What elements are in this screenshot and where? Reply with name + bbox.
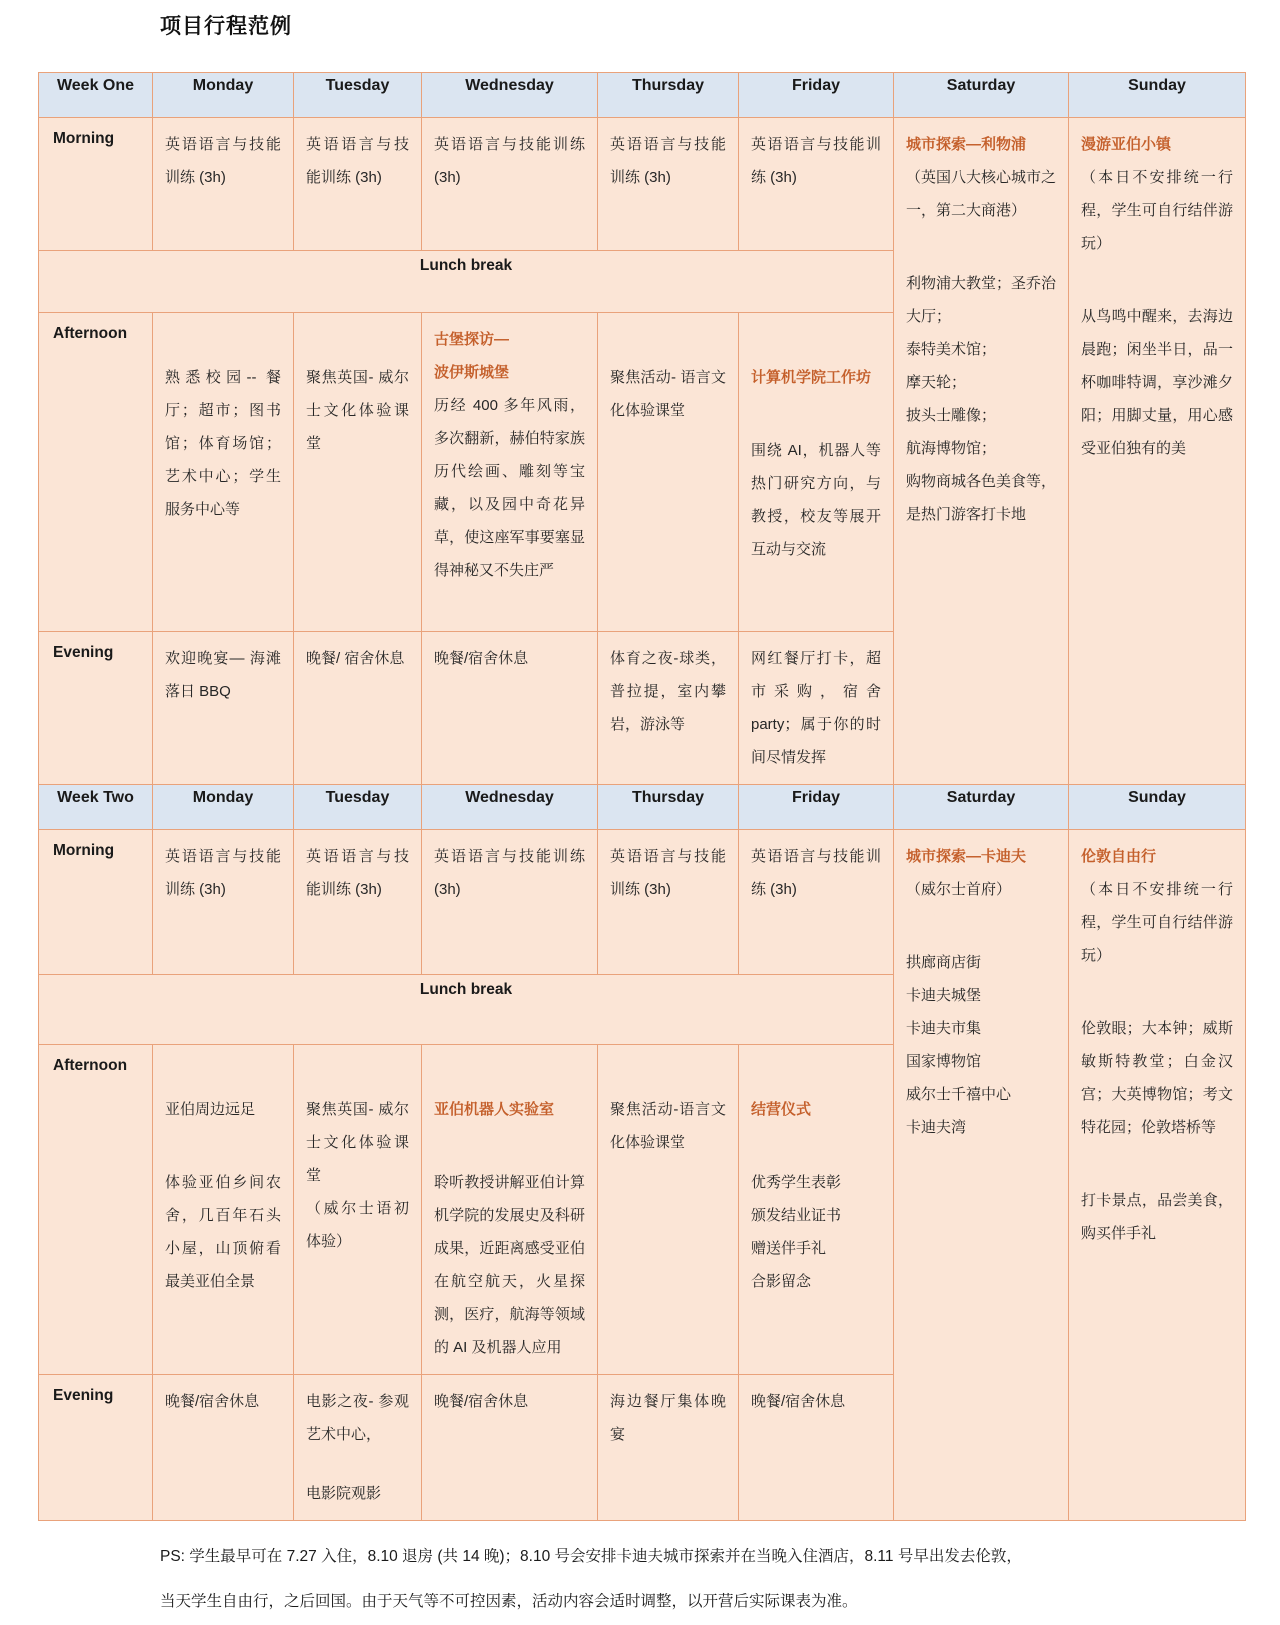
ps-note [160,1535,1232,1625]
activity-title: 伦敦自由行 [1081,848,1157,865]
day-header-saturday: Saturday [894,785,1069,830]
row-label-afternoon: Afternoon [39,1045,153,1375]
activity-body: 拱廊商店街 卡迪夫城堡 卡迪夫市集 国家博物馆 威尔士千禧中心 卡迪夫湾 [906,954,1012,1136]
cell-w1-evening-tuesday: 晚餐/ 宿舍休息 [294,632,422,785]
day-header-thursday: Thursday [598,785,739,830]
week1-label: Week One [39,73,153,118]
cell-w2-afternoon-monday [153,1045,294,1375]
cell-w1-evening-friday: 网红餐厅打卡，超市采购，宿舍 party；属于你的时间尽情发挥 [739,632,894,785]
activity-body: 从鸟鸣中醒来，去海边晨跑；闲坐半日，品一杯咖啡特调，享沙滩夕阳；用脚丈量，用心感受亚伯独有的美 [1081,308,1233,457]
cell-w1-afternoon-friday [739,313,894,632]
day-header-friday: Friday [739,73,894,118]
cell-w1-afternoon-monday: 熟悉校园-- 餐厅；超市；图书馆；体育场馆；艺术中心；学生服务中心等 [153,313,294,632]
day-header-tuesday: Tuesday [294,73,422,118]
cell-w1-morning-monday: 英语语言与技能训练 (3h) [153,118,294,251]
week1-header-row [39,73,1246,118]
cell-w2-afternoon-thursday: 聚焦活动-语言文化体验课堂 [598,1045,739,1375]
week2-morning-row [39,830,1246,975]
week1-morning-row [39,118,1246,251]
cell-w1-afternoon-thursday: 聚焦活动- 语言文化体验课堂 [598,313,739,632]
cell-w1-morning-thursday: 英语语言与技能训练 (3h) [598,118,739,251]
day-header-sunday: Sunday [1069,73,1246,118]
cell-w1-morning-wednesday: 英语语言与技能训练 (3h) [422,118,598,251]
ps-note-line1: PS: 学生最早可在 7.27 入住，8.10 退房 (共 14 晚)；8.10 号会安排卡迪夫城市探索并在当晚入住酒店，8.11 号早出发去伦敦， [160,1548,1022,1565]
cell-w1-evening-wednesday: 晚餐/宿舍休息 [422,632,598,785]
activity-title: 亚伯周边远足 [165,1101,256,1118]
day-header-saturday: Saturday [894,73,1069,118]
activity-note: （本日不安排统一行程，学生可自行结伴游玩） [1081,169,1233,252]
row-label-afternoon: Afternoon [39,313,153,632]
activity-note: （英国八大核心城市之一，第二大商港） [906,169,1057,219]
activity-body: 优秀学生表彰 颁发结业证书 赠送伴手礼 合影留念 [751,1174,842,1290]
cell-w1-saturday [894,118,1069,785]
activity-body: 历经 400 多年风雨，多次翻新，赫伯特家族历代绘画、雕刻等宝藏，以及园中奇花异草，使这座军事要塞显得神秘又不失庄严 [434,397,585,579]
cell-w2-morning-monday: 英语语言与技能训练 (3h) [153,830,294,975]
activity-title: 计算机学院工作坊 [751,369,872,386]
row-label-evening: Evening [39,1375,153,1521]
cell-w1-afternoon-wednesday [422,313,598,632]
activity-body: 聆听教授讲解亚伯计算机学院的发展史及科研成果，近距离感受亚伯在航空航天，火星探测，医疗，航海等领域的 AI 及机器人应用 [434,1174,585,1356]
cell-w2-afternoon-friday [739,1045,894,1375]
activity-title: 城市探索—卡迪夫 [906,848,1027,865]
cell-w1-morning-friday: 英语语言与技能训练 (3h) [739,118,894,251]
day-header-tuesday: Tuesday [294,785,422,830]
cell-w2-afternoon-wednesday [422,1045,598,1375]
activity-body: 伦敦眼；大本钟；威斯敏斯特教堂；白金汉宫；大英博物馆；考文特花园；伦敦塔桥等 [1081,1020,1233,1136]
activity-title: 波伊斯城堡 [434,364,510,381]
week2-header-row [39,785,1246,830]
cell-w2-morning-friday: 英语语言与技能训练 (3h) [739,830,894,975]
cell-w2-evening-friday: 晚餐/宿舍休息 [739,1375,894,1521]
activity-title: 亚伯机器人实验室 [434,1101,555,1118]
day-header-sunday: Sunday [1069,785,1246,830]
activity-body: 电影院观影 [306,1485,382,1502]
day-header-friday: Friday [739,785,894,830]
cell-w2-lunch-break: Lunch break [39,975,894,1045]
cell-w2-sunday [1069,830,1246,1521]
activity-note: （威尔士语初体验） [306,1200,409,1250]
day-header-thursday: Thursday [598,73,739,118]
cell-w2-evening-wednesday: 晚餐/宿舍休息 [422,1375,598,1521]
cell-w2-morning-wednesday: 英语语言与技能训练 (3h) [422,830,598,975]
cell-w1-sunday [1069,118,1246,785]
activity-body: 打卡景点，品尝美食，购买伴手礼 [1081,1192,1233,1242]
activity-title: 聚焦英国- 威尔士文化体验课堂 [306,1101,409,1184]
day-header-monday: Monday [153,785,294,830]
cell-w1-morning-tuesday: 英语语言与技能训练 (3h) [294,118,422,251]
activity-title: 结营仪式 [751,1101,812,1118]
cell-w1-lunch-break: Lunch break [39,251,894,313]
activity-body: 体验亚伯乡间农舍，几百年石头小屋，山顶俯看最美亚伯全景 [165,1174,281,1290]
row-label-morning: Morning [39,830,153,975]
cell-w2-evening-tuesday [294,1375,422,1521]
activity-body: 围绕 AI，机器人等热门研究方向，与教授，校友等展开互动与交流 [751,442,881,558]
day-header-wednesday: Wednesday [422,785,598,830]
cell-w2-evening-thursday: 海边餐厅集体晚宴 [598,1375,739,1521]
cell-w2-morning-thursday: 英语语言与技能训练 (3h) [598,830,739,975]
cell-w2-evening-monday: 晚餐/宿舍休息 [153,1375,294,1521]
document-page [0,10,1280,1625]
ps-note-line2: 当天学生自由行，之后回国。由于天气等不可控因素，活动内容会适时调整，以开营后实际课表为准。 [160,1592,858,1610]
cell-w2-saturday [894,830,1069,1521]
cell-w1-evening-thursday: 体育之夜-球类，普拉提，室内攀岩，游泳等 [598,632,739,785]
activity-body: 电影之夜- 参观艺术中心， [306,1393,409,1443]
page-title: 项目行程范例 [160,15,292,38]
row-label-morning: Morning [39,118,153,251]
activity-note: （威尔士首府） [906,881,1012,898]
week2-label: Week Two [39,785,153,830]
activity-body: 利物浦大教堂；圣乔治大厅； 泰特美术馆； 摩天轮； 披头士雕像； 航海博物馆； 购物商城各色美食等，是热门游客打卡地 [906,275,1057,523]
activity-title: 漫游亚伯小镇 [1081,136,1172,153]
day-header-monday: Monday [153,73,294,118]
schedule-table [38,72,1246,1521]
activity-note: （本日不安排统一行程，学生可自行结伴游玩） [1081,881,1233,964]
activity-title: 古堡探访— [434,331,510,348]
activity-title: 城市探索—利物浦 [906,136,1027,153]
row-label-evening: Evening [39,632,153,785]
cell-w2-afternoon-tuesday [294,1045,422,1375]
day-header-wednesday: Wednesday [422,73,598,118]
cell-w1-evening-monday: 欢迎晚宴— 海滩落日 BBQ [153,632,294,785]
cell-w2-morning-tuesday: 英语语言与技能训练 (3h) [294,830,422,975]
cell-w1-afternoon-tuesday: 聚焦英国- 威尔士文化体验课堂 [294,313,422,632]
